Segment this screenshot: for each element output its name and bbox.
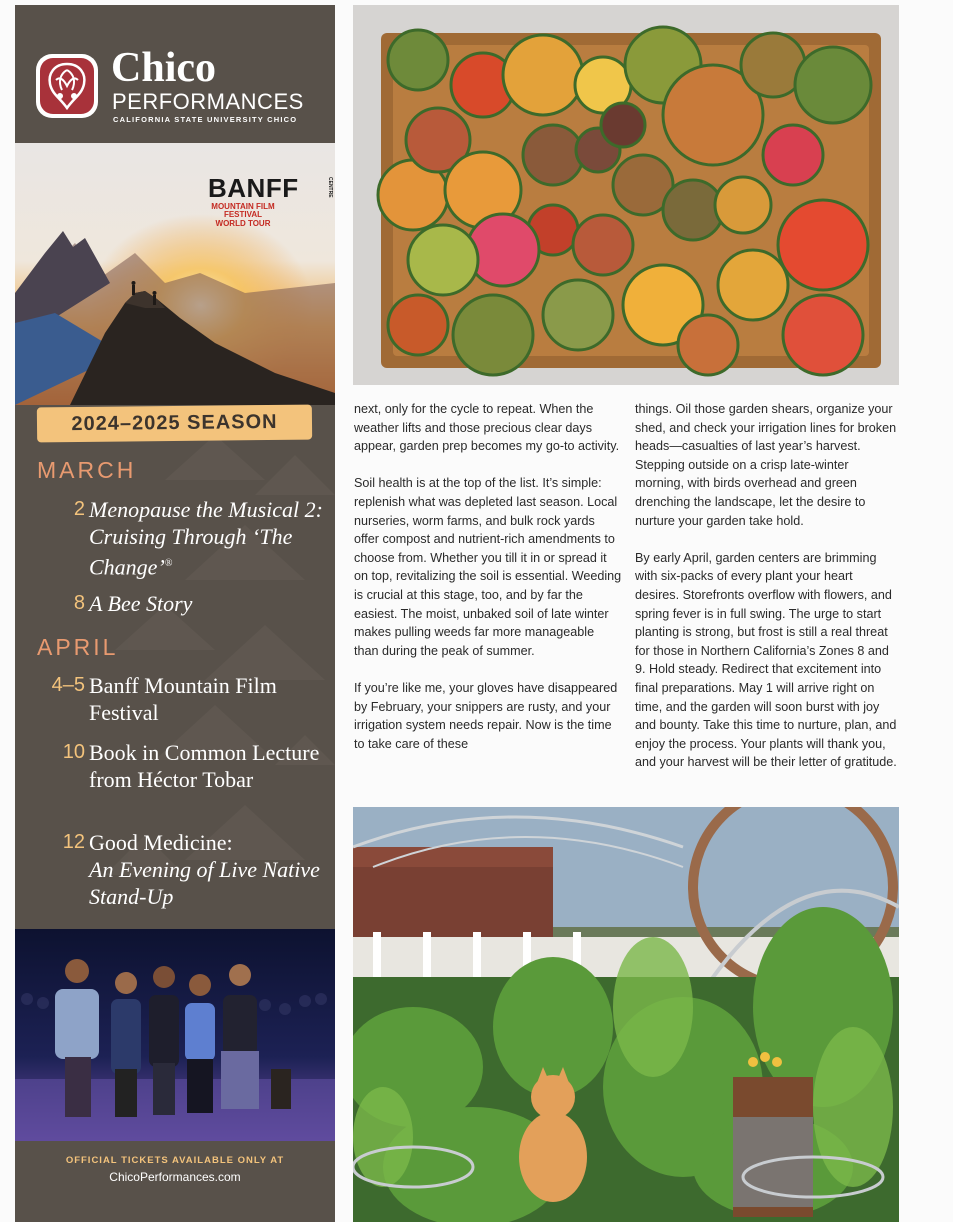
article-paragraph: things. Oil those garden shears, organize your shed, and check your irrigation lines for broken heads—casualties of last year’s harvest. Stepping outside on a crisp late-winter morning, with birds overhead and green drenching the landscape, let the desire to nurture your garden take hold. [635,402,897,528]
article-paragraph: next, only for the cycle to repeat. When the weather lifts and those precious clear days appear, garden prep becomes my go-to activity. [354,402,620,454]
comedians-photo [15,929,335,1141]
performers-on-stage-illustration [15,929,335,1141]
season-label: 2024–2025 SEASON [71,410,278,436]
banff-mountain-image [15,143,335,405]
event-title: Menopause the Musical 2: Cruising Through ‘The Change’® [89,497,323,580]
tomatoes-illustration [353,5,899,385]
event-date: 8 [73,592,85,614]
garden-with-cat-photo [353,807,899,1222]
article-column-2 [635,400,897,790]
event-title: A Bee Story [89,591,193,616]
event-date: 12 [62,831,85,853]
banff-subtitle: MOUNTAIN FILM FESTIVAL WORLD TOUR [211,202,275,228]
garden-illustration [353,807,899,1222]
tickets-notice: OFFICIAL TICKETS AVAILABLE ONLY AT [65,1155,285,1166]
month-heading-march: MARCH [37,457,137,483]
month-heading-april: APRIL [37,634,119,660]
tickets-website-link[interactable]: ChicoPerformances.com [109,1170,241,1184]
event-date: 10 [62,741,85,763]
chico-crest-icon [32,50,102,122]
heirloom-tomatoes-photo [353,5,899,385]
event-subtitle: An Evening of Live Native Stand-Up [89,857,320,909]
event-date: 4–5 [51,674,85,696]
article-paragraph: Soil health is at the top of the list. It’s simple: replenish what was depleted last season. Local nurseries, worm farms, and bulk rock yards offer compost and nutrient-rich amendments to choose from. Whether you till it in or spread it on top, revitalizing the soil is essential. Weeding is crucial at this stage, too, and by far the easiest. The moist, unbaked soil of late winter makes pulling weeds far more manageable than during the peak of summer. [354,476,622,658]
event-title: Good Medicine: An Evening of Live Native Stand-Up [89,829,329,910]
banff-logo [208,173,333,228]
article-paragraph: By early April, garden centers are brimming with six-packs of every plant your heart desires. Storefronts overflow with flowers, and spring fever is in full swing. The urge to start planting is strong, but frost is still a real threat for those in Northern California’s Zones 8 and 9. Hold steady. Redirect that excitement into final preparations. May 1 will arrive right on time, and the garden will soon burst with joy and bounty. Take this time to nurture, plan, and enjoy the process. Your plants will thank you, and your harvest will be their letter of gratitude. [635,550,897,770]
article-column-1 [354,400,622,772]
logo-subtitle: PERFORMANCES [112,89,304,114]
season-banner [37,405,312,443]
chico-performances-logo [15,5,335,143]
banff-wordmark: BANFF [208,173,299,203]
event-title: Banff Mountain Film Festival [89,673,277,725]
logo-wordmark: Chico [111,45,216,91]
event-date: 2 [73,498,85,520]
tickets-info [15,1155,335,1184]
logo-tagline: CALIFORNIA STATE UNIVERSITY CHICO [113,115,298,124]
banff-centre-label: CENTRE [327,177,333,198]
article-paragraph: If you’re like me, your gloves have disappeared by February, your snippers are rusty, and your irrigation system needs repair. Now is the time to take care of these [354,680,618,751]
registered-mark: ® [164,558,173,569]
chico-performances-ad [15,5,335,1222]
event-title: Book in Common Lecture from Héctor Tobar [89,740,320,792]
